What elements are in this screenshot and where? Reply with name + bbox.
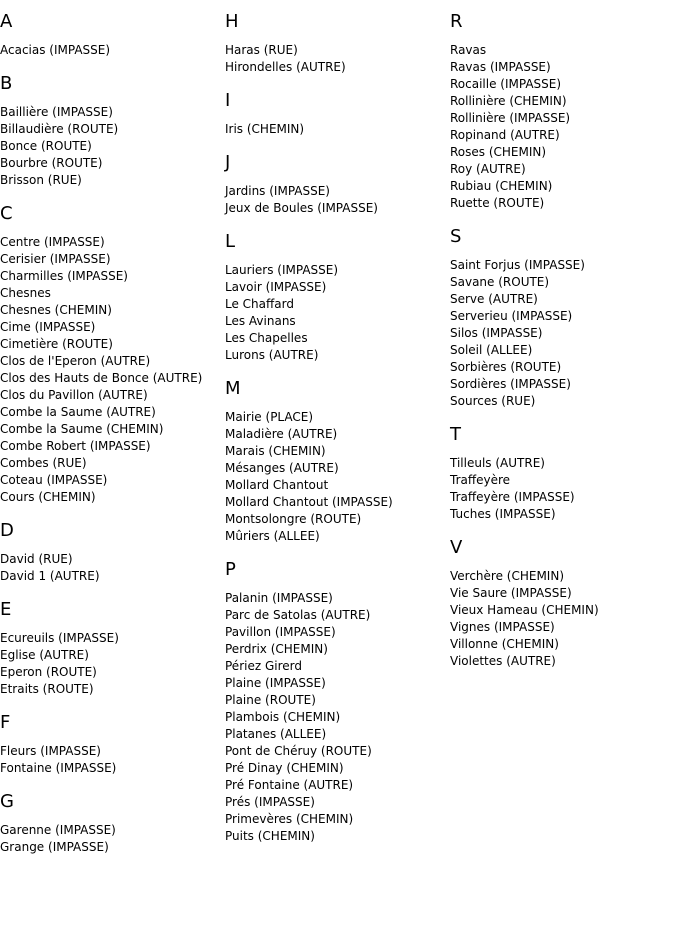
- street-name: Cimetière (ROUTE): [0, 337, 113, 351]
- street-list: [450, 455, 672, 523]
- street-name: Fleurs (IMPASSE): [0, 744, 101, 758]
- street-name: Pont de Chéruy (ROUTE): [225, 744, 372, 758]
- street-name: Bonce (ROUTE): [0, 139, 92, 153]
- street-list: [0, 551, 222, 585]
- street-name: Maladière (AUTRE): [225, 427, 338, 441]
- section-letter-heading: A: [0, 11, 13, 32]
- street-name: Clos des Hauts de Bonce (AUTRE): [0, 371, 203, 385]
- street-name: Montsolongre (ROUTE): [225, 512, 362, 526]
- street-name: Serve (AUTRE): [450, 292, 538, 306]
- street-name: Garenne (IMPASSE): [0, 823, 116, 837]
- street-name: Puits (CHEMIN): [225, 829, 315, 843]
- letter-section: [225, 560, 447, 845]
- street-name: Les Chapelles: [225, 331, 308, 345]
- street-list: [225, 121, 447, 138]
- street-name: Combe la Saume (CHEMIN): [0, 422, 164, 436]
- section-letter-heading: J: [225, 152, 231, 173]
- street-name: Vie Saure (IMPASSE): [450, 586, 572, 600]
- street-list: [450, 257, 672, 410]
- section-letter-heading: I: [225, 90, 231, 111]
- street-name: Pavillon (IMPASSE): [225, 625, 336, 639]
- street-name: Combes (RUE): [0, 456, 87, 470]
- street-name: Rollinière (IMPASSE): [450, 111, 571, 125]
- street-name: Centre (IMPASSE): [0, 235, 105, 249]
- street-name: Chesnes: [0, 286, 51, 300]
- letter-section: [0, 74, 222, 189]
- street-name: Lavoir (IMPASSE): [225, 280, 327, 294]
- street-name: Villonne (CHEMIN): [450, 637, 559, 651]
- street-name: Parc de Satolas (AUTRE): [225, 608, 371, 622]
- street-name: Baillière (IMPASSE): [0, 105, 113, 119]
- street-name: Grange (IMPASSE): [0, 840, 109, 854]
- street-name: Tuches (IMPASSE): [450, 507, 556, 521]
- letter-section: [0, 600, 222, 698]
- street-name: Cerisier (IMPASSE): [0, 252, 111, 266]
- letter-section: [450, 538, 672, 670]
- street-name: Sorbières (ROUTE): [450, 360, 562, 374]
- street-name: Pré Fontaine (AUTRE): [225, 778, 354, 792]
- street-name: Roses (CHEMIN): [450, 145, 547, 159]
- street-list: [450, 42, 672, 212]
- section-letter-heading: T: [450, 424, 461, 445]
- street-name: Mûriers (ALLEE): [225, 529, 320, 543]
- section-letter-heading: F: [0, 712, 11, 733]
- section-letter-heading: G: [0, 791, 14, 812]
- street-name: Traffeyère: [450, 473, 511, 487]
- street-name: Primevères (CHEMIN): [225, 812, 354, 826]
- section-letter-heading: P: [225, 559, 236, 580]
- street-name: Ruette (ROUTE): [450, 196, 545, 210]
- street-name: Roy (AUTRE): [450, 162, 526, 176]
- street-name: Palanin (IMPASSE): [225, 591, 333, 605]
- street-name: Clos de l'Eperon (AUTRE): [0, 354, 151, 368]
- letter-section: [0, 521, 222, 585]
- street-name: Rollinière (CHEMIN): [450, 94, 567, 108]
- street-name: Brisson (RUE): [0, 173, 82, 187]
- letter-section: [0, 12, 222, 59]
- street-name: Plambois (CHEMIN): [225, 710, 341, 724]
- street-name: Eperon (ROUTE): [0, 665, 97, 679]
- street-name: Le Chaffard: [225, 297, 294, 311]
- street-name: Lurons (AUTRE): [225, 348, 319, 362]
- street-list: [0, 743, 222, 777]
- index-column: [450, 12, 672, 685]
- street-name: Verchère (CHEMIN): [450, 569, 564, 583]
- letter-section: [225, 91, 447, 138]
- street-name: Perdrix (CHEMIN): [225, 642, 328, 656]
- street-name: Eglise (AUTRE): [0, 648, 89, 662]
- letter-section: [450, 425, 672, 523]
- street-name: Combe la Saume (AUTRE): [0, 405, 156, 419]
- street-name: Les Avinans: [225, 314, 296, 328]
- letter-section: [450, 12, 672, 212]
- street-name: Bourbre (ROUTE): [0, 156, 103, 170]
- street-name: Lauriers (IMPASSE): [225, 263, 339, 277]
- street-name: Mollard Chantout (IMPASSE): [225, 495, 393, 509]
- letter-section: [0, 204, 222, 506]
- street-name: Saint Forjus (IMPASSE): [450, 258, 585, 272]
- street-name: Sources (RUE): [450, 394, 536, 408]
- street-name: Combe Robert (IMPASSE): [0, 439, 151, 453]
- street-list: [0, 630, 222, 698]
- street-name: Mairie (PLACE): [225, 410, 314, 424]
- street-name: Vignes (IMPASSE): [450, 620, 555, 634]
- letter-section: [225, 153, 447, 217]
- street-name: David 1 (AUTRE): [0, 569, 100, 583]
- street-name: Hirondelles (AUTRE): [225, 60, 346, 74]
- street-name: Acacias (IMPASSE): [0, 43, 111, 57]
- street-name: Traffeyère (IMPASSE): [450, 490, 575, 504]
- street-list: [450, 568, 672, 670]
- section-letter-heading: C: [0, 203, 13, 224]
- street-name: Jardins (IMPASSE): [225, 184, 330, 198]
- section-letter-heading: R: [450, 11, 463, 32]
- letter-section: [450, 227, 672, 410]
- index-column: [0, 12, 222, 871]
- street-list: [0, 42, 222, 59]
- street-list: [225, 183, 447, 217]
- street-name: Haras (RUE): [225, 43, 298, 57]
- street-name: Cours (CHEMIN): [0, 490, 96, 504]
- street-name: David (RUE): [0, 552, 73, 566]
- section-letter-heading: D: [0, 520, 14, 541]
- street-name: Périez Girerd: [225, 659, 302, 673]
- street-name: Plaine (ROUTE): [225, 693, 316, 707]
- index-column: [225, 12, 447, 860]
- letter-section: [225, 12, 447, 76]
- street-list: [225, 42, 447, 76]
- street-name: Etraits (ROUTE): [0, 682, 94, 696]
- section-letter-heading: M: [225, 378, 241, 399]
- street-name: Vieux Hameau (CHEMIN): [450, 603, 599, 617]
- street-name: Jeux de Boules (IMPASSE): [225, 201, 378, 215]
- street-name: Chesnes (CHEMIN): [0, 303, 112, 317]
- street-name: Iris (CHEMIN): [225, 122, 305, 136]
- section-letter-heading: E: [0, 599, 12, 620]
- street-name: Ecureuils (IMPASSE): [0, 631, 119, 645]
- street-name: Plaine (IMPASSE): [225, 676, 326, 690]
- street-name: Rubiau (CHEMIN): [450, 179, 553, 193]
- street-name: Ravas: [450, 43, 487, 57]
- street-name: Silos (IMPASSE): [450, 326, 543, 340]
- section-letter-heading: S: [450, 226, 462, 247]
- street-name: Ropinand (AUTRE): [450, 128, 560, 142]
- street-name: Charmilles (IMPASSE): [0, 269, 128, 283]
- letter-section: [0, 792, 222, 856]
- letter-section: [0, 713, 222, 777]
- street-name: Sordières (IMPASSE): [450, 377, 571, 391]
- section-letter-heading: H: [225, 11, 239, 32]
- street-name: Violettes (AUTRE): [450, 654, 556, 668]
- street-list: [225, 262, 447, 364]
- street-name: Fontaine (IMPASSE): [0, 761, 117, 775]
- street-name: Clos du Pavillon (AUTRE): [0, 388, 148, 402]
- street-name: Mollard Chantout: [225, 478, 329, 492]
- street-list: [225, 590, 447, 845]
- street-name: Serverieu (IMPASSE): [450, 309, 573, 323]
- street-name: Ravas (IMPASSE): [450, 60, 551, 74]
- street-name: Mésanges (AUTRE): [225, 461, 339, 475]
- section-letter-heading: L: [225, 231, 236, 252]
- section-letter-heading: V: [450, 537, 463, 558]
- street-name: Soleil (ALLEE): [450, 343, 533, 357]
- street-list: [225, 409, 447, 545]
- street-name: Pré Dinay (CHEMIN): [225, 761, 344, 775]
- street-list: [0, 234, 222, 506]
- street-name: Billaudière (ROUTE): [0, 122, 119, 136]
- street-name: Rocaille (IMPASSE): [450, 77, 562, 91]
- street-name: Coteau (IMPASSE): [0, 473, 108, 487]
- street-name: Tilleuls (AUTRE): [450, 456, 545, 470]
- section-letter-heading: B: [0, 73, 13, 94]
- letter-section: [225, 232, 447, 364]
- street-name: Marais (CHEMIN): [225, 444, 326, 458]
- street-name: Prés (IMPASSE): [225, 795, 315, 809]
- street-name: Platanes (ALLEE): [225, 727, 327, 741]
- street-list: [0, 104, 222, 189]
- letter-section: [225, 379, 447, 545]
- street-name: Cime (IMPASSE): [0, 320, 96, 334]
- street-list: [0, 822, 222, 856]
- street-name: Savane (ROUTE): [450, 275, 550, 289]
